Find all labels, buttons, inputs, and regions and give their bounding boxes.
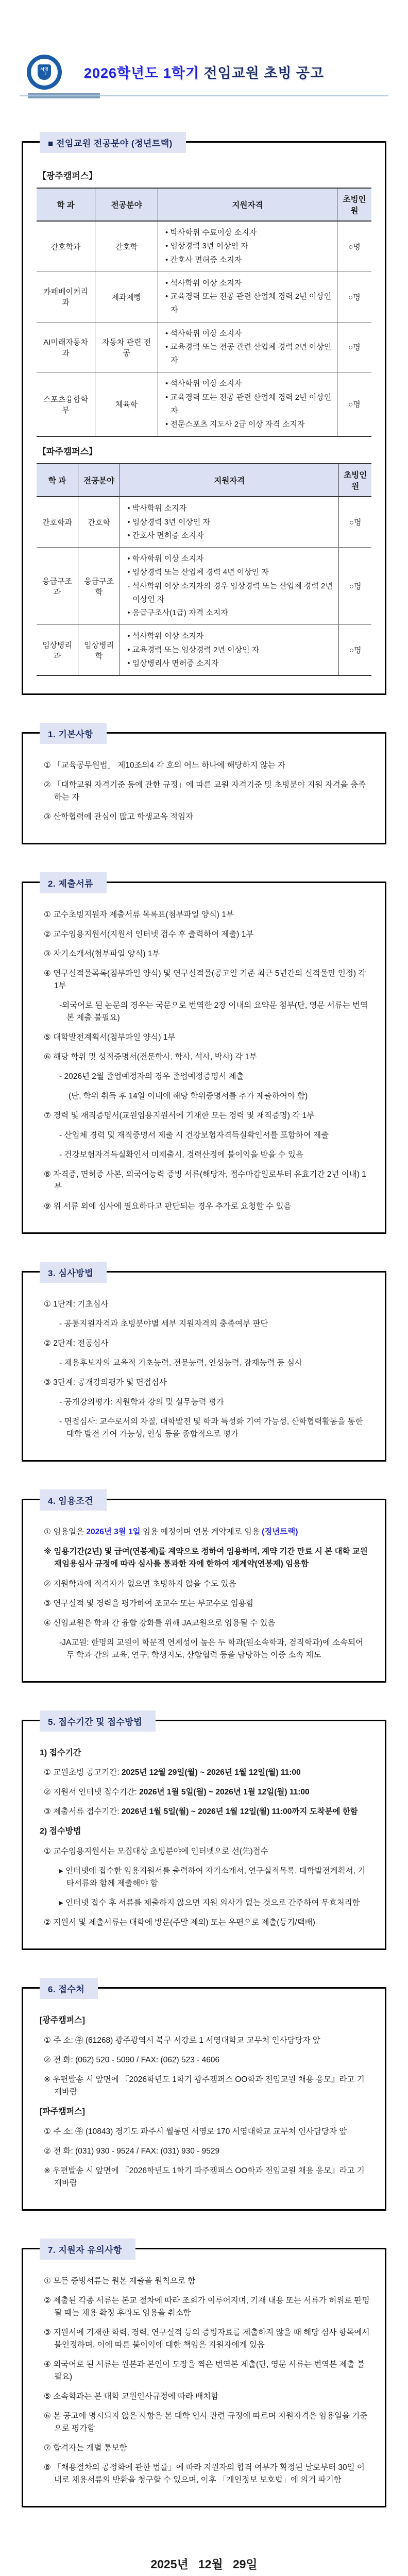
column-header: 지원자격 [120,464,339,497]
section-body [32,901,376,1223]
table-row [37,372,371,437]
text-line [37,1786,371,1799]
text-line [37,779,371,804]
text-line [37,2275,371,2287]
text-line [37,1637,371,1662]
qualification-line: • 임상경력 3년 이상인 자 [165,242,248,251]
text-run: -외국어로 된 논문의 경우는 국문으로 번역한 2장 이내의 요약문 첨부(단, 영문 서류는 번역본 제출 불필요) [59,1001,368,1023]
text-line [37,1357,371,1369]
text-line [37,811,371,823]
text-run: ④ 외국어로 된 서류는 원본과 본인이 도장을 찍은 번역본 제출(단, 영문 서류는 번역본 제출 불필요) [44,2360,365,2382]
text-line [37,1897,371,1909]
dept-cell: 카페베이커리과 [37,272,95,322]
table-row [37,272,371,322]
recruit-table-head [37,464,371,497]
recruit-fields-box [22,141,386,695]
text-line [37,1767,371,1779]
count-cell: ○명 [337,221,371,272]
text-line [37,1845,371,1858]
text-line [37,759,371,772]
text-run: ② 전 화: (062) 520 - 5090 / FAX: (062) 523 - 4606 [44,2056,220,2065]
qualification-line: • 임상경력 또는 산업체 경력 4년 이상인 자 [127,568,269,577]
university-emblem-icon [27,55,62,90]
section-body [32,1518,376,1671]
text-line [37,2054,371,2066]
text-line [37,1917,371,1929]
section-body [32,2006,376,2200]
text-line [37,2295,371,2319]
text-line [37,2014,371,2027]
text-line [37,1318,371,1330]
text-run: ⑥ 본 공고에 명시되지 않은 사항은 본 대학 인사 관련 규정에 따르며 지원자격은 임용일을 기준으로 평가함 [44,2412,368,2433]
qualification-line: • 간호사 면허증 소지자 [127,531,204,540]
dept-cell: 응급구조과 [37,548,78,625]
qualification-line: • 석사학위 이상 소지자 [165,278,242,287]
section-6 [22,1987,386,2211]
major-cell: 자동차 관련 전공 [95,322,158,372]
header-divider-line [20,95,388,96]
qualification-line: • 박사학위 수료이상 소지자 [165,228,257,237]
recruit-table-2 [37,463,371,676]
text-run: ④ 신임교원은 학과 간 융합 강화를 위해 JA교원으로 임용될 수 있음 [44,1618,276,1628]
major-cell: 간호학 [95,221,158,272]
text-run: - 2026년 2월 졸업예정자의 경우 졸업예정증명서 제출 [59,1072,244,1081]
qualification-line: • 학사학위 이상 소지자 [127,554,204,563]
count-cell: ○명 [337,322,371,372]
text-line [37,2410,371,2435]
sections [20,732,388,2507]
text-line [37,1578,371,1590]
text-run: ③ 자기소개서(첨부파일 양식) 1부 [44,950,160,959]
text-line [37,1598,371,1610]
text-line [37,1298,371,1311]
text-run: ② 제출된 각종 서류는 본교 절차에 따라 조회가 이루어지며, 기재 내용 또는 서류가 허위로 판명될 때는 채용 확정 후라도 임용을 취소함 [44,2296,370,2318]
qualification-line: • 석사학위 이상 소지자 [127,632,204,641]
section-title: 4. 임용조건 [40,1489,107,1511]
qualification-line: • 임상병리사 면허증 소지자 [127,658,219,668]
text-run: ※ 우편발송 시 앞면에 『2026학년도 1학기 파주캠퍼스 OO학과 전임교원 채용 응모』라고 기재바람 [44,2166,365,2188]
text-run: ▸ 인터넷에 접수한 임용지원서를 출력하여 자기소개서, 연구실적목록, 대학발전계획서, 기타서류와 함께 제출해야 함 [59,1867,366,1888]
column-header: 학 과 [37,464,78,497]
campus-name-1: 【광주캠퍼스】 [38,171,98,181]
text-line [37,1200,371,1213]
section-1 [22,732,386,844]
text-run: - 면접심사: 교수로서의 자질, 대학발전 및 학과 특성화 기여 가능성, 산학협력활동을 통한 대학 발전 기여 가능성, 인성 등을 종합적으로 평가 [59,1417,363,1439]
text-line [37,1396,371,1409]
text-run: 1) 접수기간 [40,1748,81,1757]
text-run: ② 2단계: 전공심사 [44,1339,109,1348]
count-cell: ○명 [339,497,371,547]
text-line [37,1377,371,1389]
qualification-line: • 임상경력 3년 이상인 자 [127,517,210,527]
major-cell: 임상병리학 [78,625,120,675]
section-7 [22,2245,386,2507]
text-run: ① 교수임용지원서는 모집대상 초빙분야에 인터넷으로 선(先)접수 [44,1847,268,1856]
text-line [37,2462,371,2486]
section-body [32,1739,376,1940]
section-title: 1. 기본사항 [40,723,107,744]
recruit-table-body [37,221,371,436]
text-run: ③ 산학협력에 관심이 많고 학생교육 적임자 [44,812,193,822]
text-run: ⑨ 위 서류 외에 심사에 필요하다고 판단되는 경우 추가로 요청할 수 있음 [44,1202,292,1211]
text-line [37,2359,371,2383]
text-line [37,1806,371,1818]
text-line [37,2391,371,2403]
major-cell: 제과제빵 [95,272,158,322]
text-run: ① 1단계: 기초심사 [44,1300,109,1309]
qualifications-cell [120,625,339,675]
campus-name-2: 【파주캠퍼스】 [38,447,98,457]
table-row [37,497,371,547]
text-run: ① 임용일은 [44,1528,87,1537]
text-line [37,1337,371,1350]
text-line [37,2035,371,2047]
text-run: ⑧ 「채용절차의 공정화에 관한 법률」에 따라 지원자의 합격 여부가 확정된 날로부터 30일 이내로 채용서류의 반환을 청구할 수 있으며, 이후 「개인정보 보호법」에 의거 파기함 [44,2463,365,2485]
qualification-line: • 응급구조사(1급) 자격 소지자 [127,608,228,617]
section-body [32,2267,376,2497]
section-title: 5. 접수기간 및 접수방법 [40,1710,156,1732]
text-run: ① 「교육공무원법」 제10조의4 각 호의 어느 하나에 해당하지 않는 자 [44,761,285,770]
section-title: 3. 심사방법 [40,1262,107,1283]
recruit-fields-title: ■ 전임교원 전공분야 (정년트랙) [40,132,186,153]
announcement-date: 2025년 12월 29일 [150,2557,258,2571]
qualifications-cell [158,372,337,437]
text-run: ⑤ 대학발전계획서(첨부파일 양식) 1부 [44,1033,176,1042]
text-run: ※ 임용기간(2년) 및 급여(연봉제)를 계약으로 정하여 임용하며, 계약 기간 만료 시 본 대학 교원 재임용심사 규정에 따라 심사를 통과한 자에 한하여 재계약(연봉제) 임용함 [44,1547,368,1569]
text-line [37,2442,371,2454]
recruit-campuses [32,160,376,684]
column-header: 지원자격 [158,188,337,221]
text-run: ① 교원초빙 공고기간: [44,1768,122,1777]
qualification-line: • 간호사 면허증 소지자 [165,255,242,264]
major-cell: 응급구조학 [78,548,120,625]
qualification-line: • 석사학위 이상 소지자 [165,329,242,338]
text-run: 2026년 1월 5일(월) ~ 2026년 1월 12일(월) 11:00까지 도착분에 한함 [121,1807,358,1817]
text-line [37,1747,371,1760]
major-cell: 간호학 [78,497,120,547]
text-run: ③ 지원서에 기재한 학력, 경력, 연구실적 등의 증빙자료를 제출하지 않을 때 해당 심사 항목에서 불인정하며, 이에 따른 불이익에 대한 책임은 지원자에게 있음 [44,2328,370,2350]
text-run: ③ 3단계: 공개강의평가 및 면접심사 [44,1378,167,1387]
table-row [37,548,371,625]
text-run: 임용 예정이며 연봉 계약제로 임용 [140,1528,262,1537]
text-line [37,1546,371,1570]
count-cell: ○명 [337,272,371,322]
text-line [37,1526,371,1538]
section-body [32,1290,376,1451]
text-run: 2026년 3월 1일 [86,1528,141,1537]
text-run: ② 지원서 인터넷 접수기간: [44,1788,140,1797]
text-line [37,1416,371,1440]
text-line [37,1031,371,1044]
text-run: - 산업체 경력 및 재직증명서 제출 시 건강보험자격득실확인서를 포함하여 제출 [59,1131,329,1140]
section-5 [22,1717,386,1951]
text-run: ※ 우편발송 시 앞면에 『2026학년도 1학기 광주캠퍼스 OO학과 전임교원 채용 응모』라고 기재바람 [44,2075,365,2097]
text-line [37,1071,371,1083]
section-2 [22,879,386,1234]
table-header-row [37,464,371,497]
column-header: 초빙인원 [339,464,371,497]
page-title-highlight: 2026학년도 1학기 [83,65,199,81]
qualification-line: • 박사학위 소지자 [127,504,187,513]
text-run: - 건강보험자격득실확인서 미제출시, 경력산정에 불이익을 받을 수 있음 [59,1150,303,1160]
qualifications-cell [158,221,337,272]
qualification-line: • 전문스포츠 지도사 2급 이상 자격 소지자 [165,420,305,429]
text-run: -JA교원: 한명의 교원이 학문적 연계성이 높은 두 학과(원소속학과, 겸직학과)에 소속되어 두 학과 간의 교육, 연구, 학생지도, 산합협력 등을 담당하는 이중 소속 제도 [59,1638,364,1659]
text-run: 2025년 12월 29일(월) ~ 2026년 1월 12일(월) 11:00 [121,1768,301,1777]
text-run: ② 「대학교원 자격기준 등에 관한 규정」에 따른 교원 자격기준 및 초빙분야 지원 자격을 충족하는 자 [44,781,366,802]
text-run: - 공통지원자격과 초빙분야별 세부 지원자격의 충족여부 판단 [59,1319,268,1329]
text-run: [광주캠퍼스] [40,2016,85,2025]
text-run: ④ 연구실적물목록(첨부파일 양식) 및 연구실적물(공고일 기준 최근 5년간의 실적물만 인정) 각 1부 [44,969,366,991]
dept-cell: 스포츠융합학부 [37,372,95,437]
qualifications-cell [158,272,337,322]
text-run: (단, 학위 취득 후 14일 이내에 해당 학위증명서를 추가 제출하여야 함) [69,1092,308,1101]
text-line [37,948,371,960]
section-title: 2. 제출서류 [40,872,107,893]
text-line [37,2327,371,2351]
text-line [37,1090,371,1103]
text-run: ③ 제출서류 접수기간: [44,1807,122,1817]
text-run: ⑧ 자격증, 면허증 사본, 외국어능력 증빙 서류(해당자, 접수마감일로부터 유효기간 2년 이내) 1부 [44,1170,366,1192]
text-run: ① 교수초빙지원자 제출서류 목록표(첨부파일 양식) 1부 [44,910,234,920]
recruit-table-1 [37,188,371,437]
text-run: [파주캠퍼스] [40,2107,85,2116]
section-3 [22,1268,386,1462]
text-line [37,2145,371,2158]
table-header-row [37,188,371,221]
text-run: ① 주 소: ㉾ (10843) 경기도 파주시 월롱면 서영로 170 서영대학교 교무처 인사담당자 앞 [44,2127,347,2136]
emblem-inner [31,59,58,86]
document-header [20,55,388,104]
text-run: ③ 연구실적 및 경력을 평가하여 조교수 또는 부교수로 임용함 [44,1599,254,1608]
text-run: ▸ 인터넷 접수 후 서류를 제출하지 않으면 지원 의사가 없는 것으로 간주하여 무효처리함 [59,1899,360,1908]
text-run: ⑦ 합격자는 개별 통보함 [44,2444,127,2453]
text-run: ② 교수임용지원서(지원서 인터넷 접수 후 출력하여 제출) 1부 [44,930,254,939]
text-line [37,1110,371,1122]
column-header: 초빙인원 [337,188,371,221]
header-divider [20,95,388,101]
dept-cell: AI미래자동차과 [37,322,95,372]
emblem-crescent-icon: ☽ [42,71,47,77]
emblem-shield [38,64,51,80]
table-row [37,322,371,372]
qualifications-cell [120,497,339,547]
text-run: ① 모든 증빙서류는 원본 제출을 원칙으로 함 [44,2277,196,2286]
text-run: ② 지원학과에 적격자가 없으면 초빙하지 않을 수도 있음 [44,1579,236,1588]
text-run: ① 주 소: ㉾ (61268) 광주광역시 북구 서강로 1 서영대학교 교무처 인사담당자 앞 [44,2036,320,2045]
text-run: ② 전 화: (031) 930 - 9524 / FAX: (031) 930 - 9529 [44,2146,220,2156]
dept-cell: 간호학과 [37,497,78,547]
text-run: ⑦ 경력 및 재직증명서(교원임용지원서에 기재한 모든 경력 및 재직증명) 각 1부 [44,1111,315,1121]
qualification-line: • 교육경력 또는 전공 관련 산업체 경력 2년 이상인 자 [165,292,332,315]
section-body [32,751,376,834]
text-run: - 공개강의평가: 지원학과 강의 및 실무능력 평가 [59,1398,224,1407]
dept-cell: 간호학과 [37,221,95,272]
qualification-line: • 교육경력 또는 전공 관련 산업체 경력 2년 이상인 자 [165,393,332,415]
text-line [37,968,371,992]
emblem-shield-text: 서영 [40,67,48,72]
qualifications-cell [158,322,337,372]
text-run: ⑤ 소속학과는 본 대학 교원인사규정에 따라 배치함 [44,2392,219,2401]
text-run: - 채용후보자의 교육적 기초능력, 전문능력, 인성능력, 잠재능력 등 심사 [59,1359,302,1368]
text-line [37,909,371,921]
section-4 [22,1496,386,1682]
text-run: 2) 접수방법 [40,1827,81,1836]
page-title [20,55,388,82]
text-line [37,999,371,1024]
text-run: ② 지원서 및 제출서류는 대학에 방문(주말 제외) 또는 우편으로 제출(등기/택배) [44,1918,315,1927]
text-line [37,1617,371,1630]
count-cell: ○명 [339,548,371,625]
text-line [37,2126,371,2138]
section-title: 6. 접수처 [40,1978,98,1999]
text-run: 2026년 1월 5일(월) ~ 2026년 1월 12일(월) 11:00 [139,1788,310,1797]
column-header: 전공분야 [95,188,158,221]
text-line [37,2165,371,2190]
text-line [37,928,371,941]
count-cell: ○명 [339,625,371,675]
qualification-line: • 석사학위 이상 소지자 [165,379,242,388]
qualification-line: • 교육경력 또는 전공 관련 산업체 경력 2년 이상인 자 [165,342,332,365]
text-run: ⑥ 해당 학위 및 성적증명서(전문학사, 학사, 석사, 박사) 각 1부 [44,1053,257,1062]
text-line [37,1168,371,1193]
column-header: 학 과 [37,188,95,221]
recruit-table-body [37,497,371,675]
text-line [37,1825,371,1838]
text-run: (정년트랙) [262,1528,298,1537]
text-line [37,1051,371,1063]
dept-cell: 임상병리과 [37,625,78,675]
text-line [37,1865,371,1890]
qualifications-cell [120,548,339,625]
qualification-line: • 교육경력 또는 임상경력 2년 이상인 자 [127,645,260,654]
recruit-table-head [37,188,371,221]
count-cell: ○명 [337,372,371,437]
major-cell: 체육학 [95,372,158,437]
column-header: 전공분야 [78,464,120,497]
qualification-line: - 석사학위 이상 소지자의 경우 임상경력 또는 산업체 경력 2년 이상인 자 [127,581,333,604]
section-title: 7. 지원자 유의사항 [40,2239,135,2260]
table-row [37,221,371,272]
page-title-rest: 전임교원 초빙 공고 [199,65,325,81]
text-line [37,2106,371,2119]
text-line [37,1149,371,1161]
text-line [37,1129,371,1142]
table-row [37,625,371,675]
text-line [37,2074,371,2098]
